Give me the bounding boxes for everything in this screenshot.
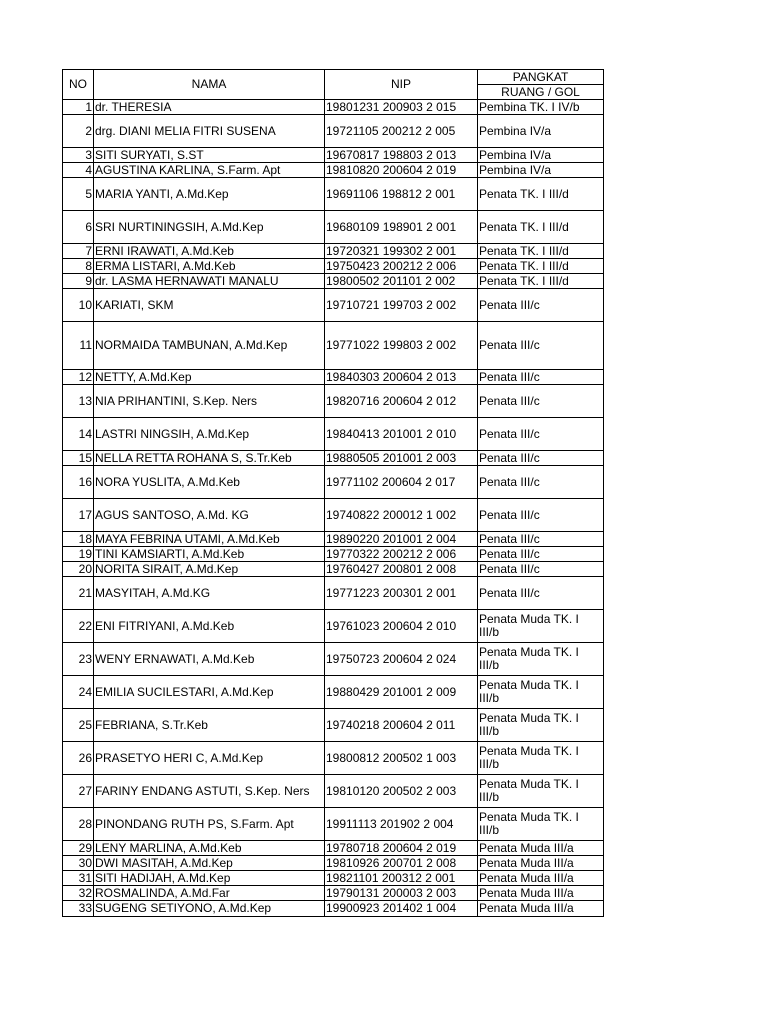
employee-nip: 19771022 199803 2 002 [325,322,478,370]
employee-rank: Penata Muda III/a [478,901,604,917]
employee-name: PINONDANG RUTH PS, S.Farm. Apt [94,808,325,841]
employee-nip: 19790131 200003 2 003 [325,886,478,901]
row-number: 15 [63,451,94,466]
table-row [63,610,604,643]
row-number: 18 [63,532,94,547]
row-number: 5 [63,178,94,211]
row-number: 22 [63,610,94,643]
row-number: 16 [63,466,94,499]
employee-nip: 19750723 200604 2 024 [325,643,478,676]
table-row [63,709,604,742]
employee-nip: 19740218 200604 2 011 [325,709,478,742]
employee-rank: Penata TK. I III/d [478,178,604,211]
employee-name: ENI FITRIYANI, A.Md.Keb [94,610,325,643]
employee-name: dr. LASMA HERNAWATI MANALU [94,274,325,289]
row-number: 11 [63,322,94,370]
table-row [63,370,604,385]
table-row [63,322,604,370]
row-number: 33 [63,901,94,917]
employee-rank: Penata III/c [478,289,604,322]
row-number: 21 [63,577,94,610]
employee-name: LENY MARLINA, A.Md.Keb [94,841,325,856]
employee-nip: 19840303 200604 2 013 [325,370,478,385]
employee-name: FEBRIANA, S.Tr.Keb [94,709,325,742]
employee-rank: Penata TK. I III/d [478,244,604,259]
row-number: 17 [63,499,94,532]
header-no: NO [63,70,94,100]
table-row [63,385,604,418]
employee-nip: 19800812 200502 1 003 [325,742,478,775]
table-row [63,742,604,775]
employee-name: SITI SURYATI, S.ST [94,148,325,163]
employee-rank: Penata TK. I III/d [478,211,604,244]
employee-name: DWI MASITAH, A.Md.Kep [94,856,325,871]
employee-rank: Penata III/c [478,499,604,532]
employee-name: KARIATI, SKM [94,289,325,322]
employee-rank: Penata Muda TK. I III/b [478,643,604,676]
row-number: 30 [63,856,94,871]
employee-rank: Pembina IV/a [478,148,604,163]
employee-rank: Penata III/c [478,385,604,418]
employee-name: MARIA YANTI, A.Md.Kep [94,178,325,211]
employee-nip: 19900923 201402 1 004 [325,901,478,917]
row-number: 31 [63,871,94,886]
row-number: 27 [63,775,94,808]
employee-name: ERNI IRAWATI, A.Md.Keb [94,244,325,259]
employee-rank: Penata Muda TK. I III/b [478,775,604,808]
employee-nip: 19771223 200301 2 001 [325,577,478,610]
employee-rank: Penata Muda TK. I III/b [478,808,604,841]
employee-name: SRI NURTININGSIH, A.Md.Kep [94,211,325,244]
table-row [63,499,604,532]
employee-rank: Penata III/c [478,418,604,451]
employee-nip: 19670817 198803 2 013 [325,148,478,163]
row-number: 24 [63,676,94,709]
employee-rank: Penata III/c [478,532,604,547]
employee-name: WENY ERNAWATI, A.Md.Keb [94,643,325,676]
row-number: 14 [63,418,94,451]
table-row [63,643,604,676]
employee-nip: 19770322 200212 2 006 [325,547,478,562]
table-row [63,856,604,871]
employee-name: SUGENG SETIYONO, A.Md.Kep [94,901,325,917]
employee-rank: Penata III/c [478,322,604,370]
employee-rank: Pembina IV/a [478,163,604,178]
employee-rank: Penata III/c [478,547,604,562]
employee-rank: Penata Muda III/a [478,886,604,901]
employee-nip: 19771102 200604 2 017 [325,466,478,499]
employee-name: NORMAIDA TAMBUNAN, A.Md.Kep [94,322,325,370]
table-row [63,532,604,547]
employee-name: NIA PRIHANTINI, S.Kep. Ners [94,385,325,418]
row-number: 29 [63,841,94,856]
header-pangkat: PANGKAT [478,70,604,85]
table-body [63,100,604,917]
table-row [63,775,604,808]
header-ruang-gol: RUANG / GOL [478,85,604,100]
employee-nip: 19821101 200312 2 001 [325,871,478,886]
table-row [63,808,604,841]
table-row [63,676,604,709]
employee-name: FARINY ENDANG ASTUTI, S.Kep. Ners [94,775,325,808]
employee-name: ROSMALINDA, A.Md.Far [94,886,325,901]
employee-rank: Penata III/c [478,577,604,610]
employee-nip: 19810820 200604 2 019 [325,163,478,178]
employee-name: NELLA RETTA ROHANA S, S.Tr.Keb [94,451,325,466]
row-number: 1 [63,100,94,115]
table-row [63,466,604,499]
row-number: 32 [63,886,94,901]
table-row [63,886,604,901]
table-row [63,244,604,259]
employee-rank: Penata Muda TK. I III/b [478,709,604,742]
employee-rank: Penata TK. I III/d [478,259,604,274]
employee-name: drg. DIANI MELIA FITRI SUSENA [94,115,325,148]
row-number: 13 [63,385,94,418]
table-row [63,451,604,466]
row-number: 25 [63,709,94,742]
table-row [63,871,604,886]
table-row [63,178,604,211]
table-row [63,163,604,178]
employee-name: dr. THERESIA [94,100,325,115]
employee-nip: 19710721 199703 2 002 [325,289,478,322]
table-row [63,100,604,115]
employee-nip: 19880429 201001 2 009 [325,676,478,709]
employee-name: MASYITAH, A.Md.KG [94,577,325,610]
row-number: 23 [63,643,94,676]
employee-rank: Pembina IV/a [478,115,604,148]
employee-name: NETTY, A.Md.Kep [94,370,325,385]
employee-name: TINI KAMSIARTI, A.Md.Keb [94,547,325,562]
row-number: 19 [63,547,94,562]
employee-name: NORITA SIRAIT, A.Md.Kep [94,562,325,577]
employee-rank: Penata III/c [478,451,604,466]
employee-rank: Penata TK. I III/d [478,274,604,289]
header-nip: NIP [325,70,478,100]
employee-rank: Penata Muda III/a [478,871,604,886]
table-row [63,562,604,577]
row-number: 9 [63,274,94,289]
employee-table [62,69,604,917]
table-row [63,274,604,289]
row-number: 20 [63,562,94,577]
table-row [63,289,604,322]
employee-rank: Penata Muda III/a [478,856,604,871]
employee-nip: 19800502 201101 2 002 [325,274,478,289]
employee-rank: Penata Muda III/a [478,841,604,856]
table-row [63,211,604,244]
table-row [63,577,604,610]
employee-rank: Penata Muda TK. I III/b [478,742,604,775]
table-row [63,115,604,148]
row-number: 2 [63,115,94,148]
employee-name: NORA YUSLITA, A.Md.Keb [94,466,325,499]
employee-nip: 19911113 201902 2 004 [325,808,478,841]
employee-table-container [62,69,603,917]
employee-nip: 19750423 200212 2 006 [325,259,478,274]
employee-name: PRASETYO HERI C, A.Md.Kep [94,742,325,775]
employee-name: MAYA FEBRINA UTAMI, A.Md.Keb [94,532,325,547]
row-number: 3 [63,148,94,163]
employee-nip: 19680109 198901 2 001 [325,211,478,244]
employee-nip: 19780718 200604 2 019 [325,841,478,856]
employee-nip: 19760427 200801 2 008 [325,562,478,577]
table-row [63,841,604,856]
employee-nip: 19740822 200012 1 002 [325,499,478,532]
employee-rank: Pembina TK. I IV/b [478,100,604,115]
employee-rank: Penata Muda TK. I III/b [478,610,604,643]
employee-name: SITI HADIJAH, A.Md.Kep [94,871,325,886]
employee-nip: 19820716 200604 2 012 [325,385,478,418]
employee-nip: 19880505 201001 2 003 [325,451,478,466]
header-nama: NAMA [94,70,325,100]
employee-rank: Penata III/c [478,370,604,385]
row-number: 4 [63,163,94,178]
table-row [63,148,604,163]
row-number: 8 [63,259,94,274]
table-row [63,418,604,451]
employee-nip: 19761023 200604 2 010 [325,610,478,643]
employee-nip: 19840413 201001 2 010 [325,418,478,451]
employee-nip: 19721105 200212 2 005 [325,115,478,148]
row-number: 12 [63,370,94,385]
row-number: 10 [63,289,94,322]
employee-rank: Penata III/c [478,562,604,577]
employee-nip: 19890220 201001 2 004 [325,532,478,547]
employee-nip: 19810120 200502 2 003 [325,775,478,808]
employee-name: AGUS SANTOSO, A.Md. KG [94,499,325,532]
table-row [63,547,604,562]
employee-name: AGUSTINA KARLINA, S.Farm. Apt [94,163,325,178]
row-number: 7 [63,244,94,259]
table-row [63,259,604,274]
employee-rank: Penata III/c [478,466,604,499]
table-row [63,901,604,917]
row-number: 28 [63,808,94,841]
employee-nip: 19801231 200903 2 015 [325,100,478,115]
employee-name: LASTRI NINGSIH, A.Md.Kep [94,418,325,451]
employee-name: EMILIA SUCILESTARI, A.Md.Kep [94,676,325,709]
row-number: 26 [63,742,94,775]
employee-name: ERMA LISTARI, A.Md.Keb [94,259,325,274]
employee-nip: 19720321 199302 2 001 [325,244,478,259]
employee-nip: 19691106 198812 2 001 [325,178,478,211]
row-number: 6 [63,211,94,244]
employee-nip: 19810926 200701 2 008 [325,856,478,871]
employee-rank: Penata Muda TK. I III/b [478,676,604,709]
